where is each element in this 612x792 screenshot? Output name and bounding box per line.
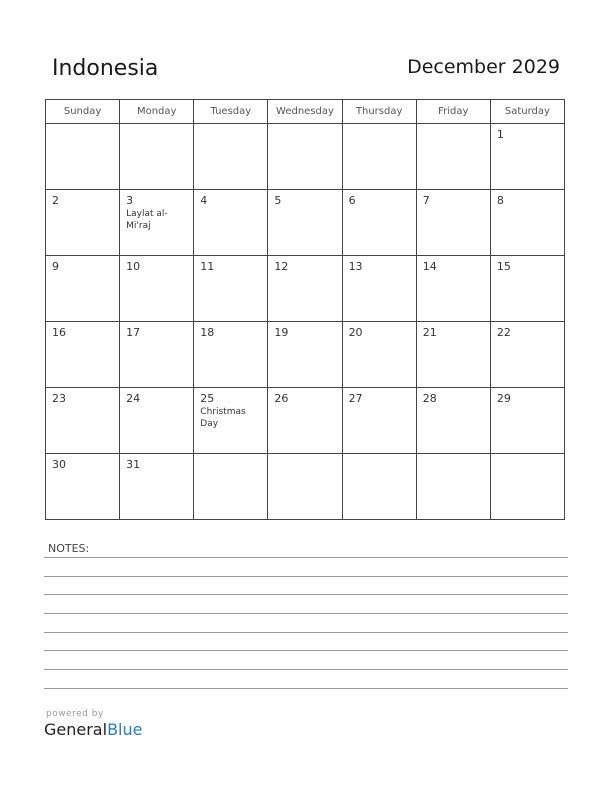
day-cell (120, 124, 194, 190)
notes-line (44, 688, 568, 689)
day-cell (268, 322, 342, 388)
day-cell (490, 256, 564, 322)
notes-line (44, 650, 568, 651)
day-cell (120, 322, 194, 388)
day-number: 16 (52, 326, 66, 339)
day-number: 30 (52, 458, 66, 471)
day-cell (120, 256, 194, 322)
notes-line (44, 557, 568, 558)
week-row (46, 190, 565, 256)
day-cell (490, 388, 564, 454)
day-cell (342, 322, 416, 388)
day-cell (268, 256, 342, 322)
day-number: 10 (126, 260, 141, 273)
week-row (46, 388, 565, 454)
day-cell (194, 322, 268, 388)
day-cell (490, 322, 564, 388)
weekday-saturday: Saturday (490, 100, 564, 124)
weekday-thursday: Thursday (342, 100, 416, 124)
day-number: 5 (274, 194, 282, 207)
month-year-title: December 2029 (407, 56, 560, 78)
calendar-grid (45, 99, 565, 520)
day-cell (194, 256, 268, 322)
brand-general: General (44, 720, 108, 739)
day-number: 6 (348, 194, 356, 207)
day-number: 20 (348, 326, 363, 339)
day-cell (268, 454, 342, 520)
day-number: 12 (274, 260, 289, 273)
weekday-tuesday: Tuesday (194, 100, 268, 124)
holiday-event: Laylat al-Mi'raj (126, 209, 168, 231)
day-number: 23 (52, 392, 66, 405)
day-number: 8 (496, 194, 504, 207)
day-cell (490, 190, 564, 256)
day-number: 31 (126, 458, 141, 471)
week-row (46, 256, 565, 322)
day-number: 11 (200, 260, 215, 273)
notes-line (44, 594, 568, 595)
day-cell (342, 388, 416, 454)
day-cell (416, 322, 490, 388)
weekday-monday: Monday (120, 100, 194, 124)
day-number: 24 (126, 392, 141, 405)
powered-by-text: powered by (46, 709, 104, 719)
day-number: 28 (422, 392, 437, 405)
brand-logo (44, 720, 142, 739)
weekday-sunday: Sunday (46, 100, 120, 124)
day-cell (46, 322, 120, 388)
day-cell (46, 190, 120, 256)
day-cell (268, 190, 342, 256)
day-number: 29 (496, 392, 511, 405)
day-cell (490, 454, 564, 520)
day-number: 15 (496, 260, 511, 273)
day-number: 1 (496, 128, 504, 141)
day-cell (342, 124, 416, 190)
day-number: 7 (422, 194, 430, 207)
day-number: 18 (200, 326, 215, 339)
notes-line (44, 669, 568, 670)
day-cell (416, 454, 490, 520)
day-cell (120, 454, 194, 520)
day-cell (194, 124, 268, 190)
notes-line (44, 576, 568, 577)
day-cell (342, 454, 416, 520)
day-number: 13 (348, 260, 363, 273)
day-number: 22 (496, 326, 511, 339)
day-cell (268, 388, 342, 454)
day-number: 25 (200, 392, 215, 405)
day-cell (416, 190, 490, 256)
day-cell (194, 190, 268, 256)
weekday-friday: Friday (416, 100, 490, 124)
day-number: 21 (422, 326, 437, 339)
day-cell (342, 190, 416, 256)
day-number: 9 (52, 260, 59, 273)
day-cell (490, 124, 564, 190)
day-number: 2 (52, 194, 59, 207)
day-number: 14 (422, 260, 437, 273)
notes-line (44, 632, 568, 633)
week-row (46, 124, 565, 190)
day-cell (194, 388, 268, 454)
day-cell (120, 388, 194, 454)
day-number: 17 (126, 326, 141, 339)
day-cell (46, 124, 120, 190)
weekday-wednesday: Wednesday (268, 100, 342, 124)
day-number: 19 (274, 326, 289, 339)
notes-line (44, 613, 568, 614)
day-cell (194, 454, 268, 520)
day-cell (46, 454, 120, 520)
day-number: 3 (126, 194, 134, 207)
notes-label: NOTES: (48, 542, 90, 555)
holiday-event: Christmas Day (200, 407, 246, 429)
day-cell (46, 256, 120, 322)
week-row (46, 322, 565, 388)
day-cell (416, 388, 490, 454)
day-number: 26 (274, 392, 289, 405)
day-cell (268, 124, 342, 190)
day-cell (416, 124, 490, 190)
day-cell (416, 256, 490, 322)
weekday-header-row (46, 100, 565, 124)
day-cell (120, 190, 194, 256)
day-number: 27 (348, 392, 363, 405)
brand-blue: Blue (107, 720, 143, 739)
day-number: 4 (200, 194, 208, 207)
day-cell (342, 256, 416, 322)
country-title: Indonesia (52, 56, 159, 81)
week-row (46, 454, 565, 520)
day-cell (46, 388, 120, 454)
